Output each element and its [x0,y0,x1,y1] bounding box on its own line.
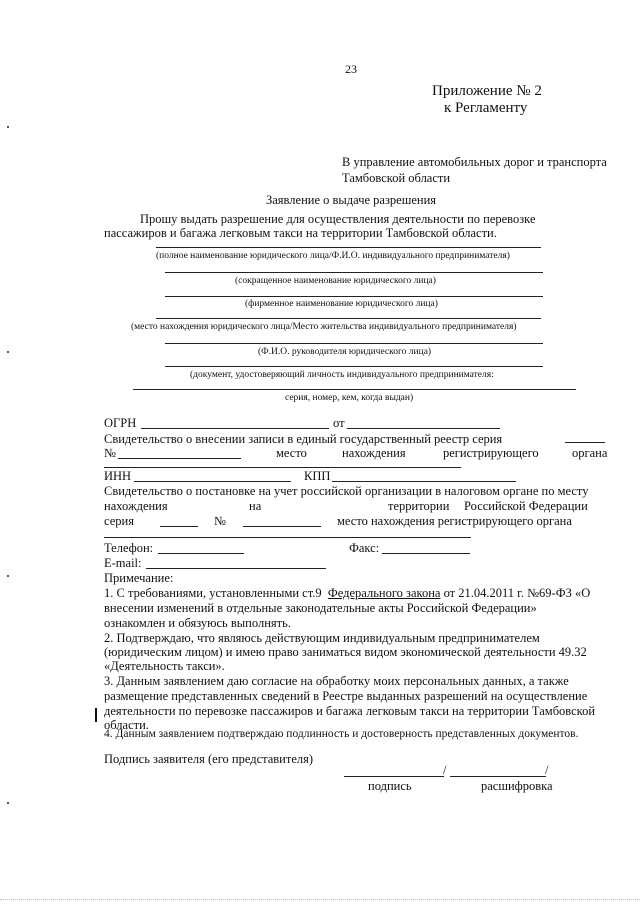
fax-label: Факс: [349,541,380,555]
location-label: нахождения [342,446,406,460]
request-line1: Прошу выдать разрешение для осуществления деятельности по перевозке [140,212,536,226]
signature-slash-end: / [545,763,549,777]
email-field[interactable] [146,568,326,569]
ogrn-label: ОГРН [104,416,137,430]
note-1-line1 [104,586,590,601]
inn-field[interactable] [134,481,291,482]
note-3-line3: деятельности по перевозке пассажиров и багажа легковым такси на территории Тамбовской [104,704,596,718]
federal-law-link[interactable]: Федерального закона [327,586,441,600]
ot-label: от [333,416,345,430]
decoding-caption: расшифровка [481,779,553,793]
ogrn-field[interactable] [141,428,329,429]
caption-document: (документ, удостоверяющий личность индивидуального предпринимателя: [190,370,494,380]
scan-mark [7,351,9,353]
tax-territory-label: территории [388,499,450,513]
phone-field[interactable] [158,553,244,554]
kpp-field[interactable] [332,481,516,482]
phone-label: Телефон: [104,541,154,555]
document-series-line[interactable] [133,389,576,390]
scan-mark [7,575,9,577]
tax-series-field[interactable] [160,526,198,527]
page-number: 23 [345,62,357,76]
scan-mark [7,126,9,128]
tax-number-field[interactable] [243,526,321,527]
registrar-label: регистрирующего [443,446,539,460]
caption-short-name: (сокращенное наименование юридического лица) [235,276,436,286]
document-title: Заявление о выдаче разрешения [266,193,437,207]
note-1-line2: внесении изменений в отдельные законодательные акты Российской Федерации» [104,601,537,615]
request-line2: пассажиров и багажа легковым такси на территории Тамбовской области. [104,226,497,240]
note-2-line1: 2. Подтверждаю, что являюсь действующим индивидуальным предпринимателем [104,631,540,645]
caption-document-series: серия, номер, кем, когда выдан) [285,393,414,403]
tax-series-label: серия [104,514,134,528]
brand-name-line[interactable] [165,296,543,297]
organ-label: органа [572,446,608,460]
signature-field[interactable] [344,776,444,777]
note-3-line2: размещение представленных сведений в Реестре выданных разрешений на осуществление [104,689,588,703]
note-2-line3: «Деятельность такси». [104,659,225,673]
tax-number-label: № [214,514,226,528]
scan-mark [7,802,9,804]
addressee-line2: Тамбовской области [342,171,451,185]
signature-caption: подпись [368,779,412,793]
director-line[interactable] [165,343,543,344]
signature-label: Подпись заявителя (его представителя) [104,752,314,766]
kpp-label: КПП [304,469,331,483]
place-label: место [276,446,307,460]
fax-field[interactable] [382,553,470,554]
note-1-text-b: от 21.04.2011 г. №69-ФЗ «О [443,586,591,600]
ogrn-date-field[interactable] [347,428,500,429]
note-3-line1: 3. Данным заявлением даю согласие на обработку моих персональных данных, а также [104,674,569,688]
note-3-line4: области. [104,718,149,732]
note-4: 4. Данным заявлением подтверждаю подлинность и достоверность представленных документов. [104,728,579,740]
note-2-line2: (юридическим лицом) и имею право заниматься видом экономической деятельности 49.32 [104,645,587,659]
caption-address: (место нахождения юридического лица/Место жительства индивидуального предпринимателя) [131,322,517,332]
short-name-line[interactable] [165,272,543,273]
decoding-field[interactable] [450,776,546,777]
appendix-subtitle: к Регламенту [444,100,528,116]
tax-rf-label: Российской Федерации [464,499,588,513]
caption-full-name: (полное наименование юридического лица/Ф.И.О. индивидуального предпринимателя) [156,251,510,261]
scan-edge [0,899,640,900]
tax-location-label: нахождения [104,499,168,513]
document-line[interactable] [165,366,543,367]
appendix-title: Приложение № 2 [432,83,542,99]
tax-on-label: на [249,499,262,513]
egr-series-field[interactable] [565,442,605,443]
margin-bar [95,708,97,722]
caption-director: (Ф.И.О. руководителя юридического лица) [258,347,432,357]
note-1-text-a: 1. С требованиями, установленными ст.9 [104,586,322,600]
egr-registrar-field[interactable] [104,467,461,468]
signature-slash: / [443,763,447,777]
addressee-line1: В управление автомобильных дорог и транспорта [342,155,607,169]
egr-number-field[interactable] [118,458,241,459]
caption-brand-name: (фирменное наименование юридического лица) [245,299,438,309]
tax-registrar-label: место нахождения регистрирующего органа [337,514,572,528]
address-line[interactable] [156,318,541,319]
tax-registrar-field[interactable] [104,537,471,538]
notes-title: Примечание: [104,571,174,585]
inn-label: ИНН [104,469,132,483]
full-name-line[interactable] [156,247,541,248]
note-1-line3: ознакомлен и обязуюсь выполнять. [104,616,291,630]
egr-certificate-text: Свидетельство о внесении записи в единый государственный реестр серия [104,432,503,446]
egr-number-label: № [104,446,116,460]
email-label: E-mail: [104,556,142,570]
tax-certificate-text: Свидетельство о постановке на учет российской организации в налоговом органе по месту [104,484,589,498]
